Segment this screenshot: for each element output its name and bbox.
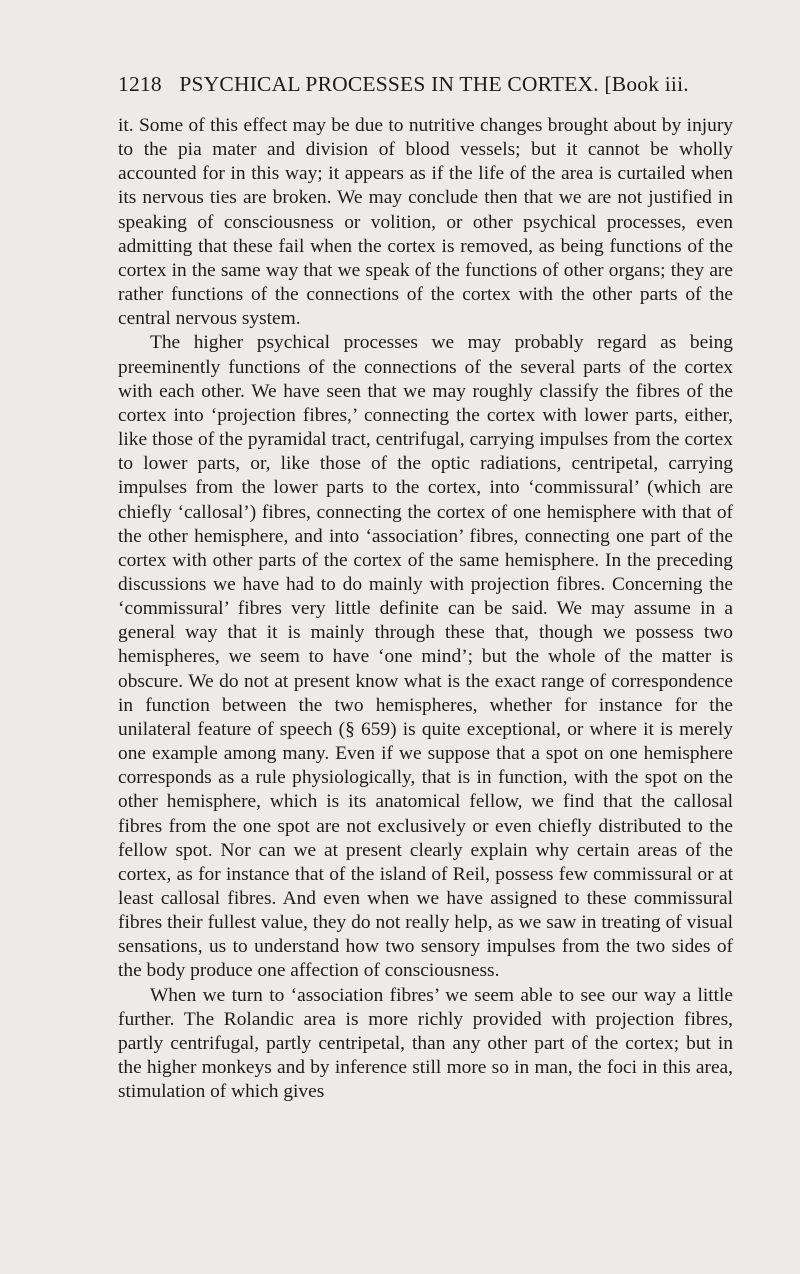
running-header — [118, 72, 733, 97]
running-title: PSYCHICAL PROCESSES IN THE CORTEX. — [179, 72, 599, 96]
page-number: 1218 — [118, 72, 162, 96]
paragraph-2: The higher psychical processes we may probably regard as being preeminently functions of the connections of the several parts of the cortex with each other. We have seen that we may roughly classify the fibres of the cortex into ‘projection fibres,’ connecting the cortex with lower parts, either, like those of the pyramidal tract, centrifugal, carrying impulses from the cortex to lower parts, or, like those of the optic radiations, centripetal, carrying impulses from the lower parts to the cortex, into ‘commissural’ (which are chiefly ‘callosal’) fibres, connecting the cortex of one hemisphere with that of the other hemisphere, and into ‘association’ fibres, connecting one part of the cortex with other parts of the cortex of the same hemisphere. In the preceding discussions we have had to do mainly with projection fibres. Concerning the ‘commissural’ fibres very little definite can be said. We may assume in a general way that it is mainly through these that, though we possess two hemispheres, we seem to have ‘one mind’; but the whole of the matter is obscure. We do not at present know what is the exact range of correspondence in function between the two hemispheres, whether for instance for the unilateral feature of speech (§ 659) is quite exceptional, or where it is merely one example among many. Even if we suppose that a spot on one hemisphere corresponds as a rule physiologically, that is in function, with the spot on the other hemisphere, which is its anatomical fellow, we find that the callosal fibres from the one spot are not exclusively or even chiefly distributed to the fellow spot. Nor can we at present clearly explain why certain areas of the cortex, as for instance that of the island of Reil, possess few commissural or at least callosal fibres. And even when we have assigned to these commissural fibres their fullest value, they do not really help, as we saw in treating of visual sensations, us to understand how two sensory impulses from the two sides of the body produce one affection of consciousness. — [118, 332, 733, 982]
book-reference: [Book iii. — [604, 72, 689, 96]
paragraph-3: When we turn to ‘association fibres’ we seem able to see our way a little further. The Rolandic area is more richly provided with projection fibres, partly centrifugal, partly centripetal, than any other part of the cortex; but in the higher monkeys and by inference still more so in man, the foci in this area, stimulation of which gives — [118, 984, 733, 1103]
paragraph-1: it. Some of this effect may be due to nutritive changes brought about by injury to the pia mater and division of blood vessels; but it cannot be wholly accounted for in this way; it appears as if the life of the area is curtailed when its nervous ties are broken. We may conclude then that we are not justified in speaking of consciousness or volition, or other psychical processes, even admitting that these fail when the cortex is removed, as being functions of the cortex in the same way that we speak of the functions of other organs; they are rather functions of the connections of the cortex with the other parts of the central nervous system. — [118, 115, 733, 330]
body-text — [118, 114, 733, 1104]
